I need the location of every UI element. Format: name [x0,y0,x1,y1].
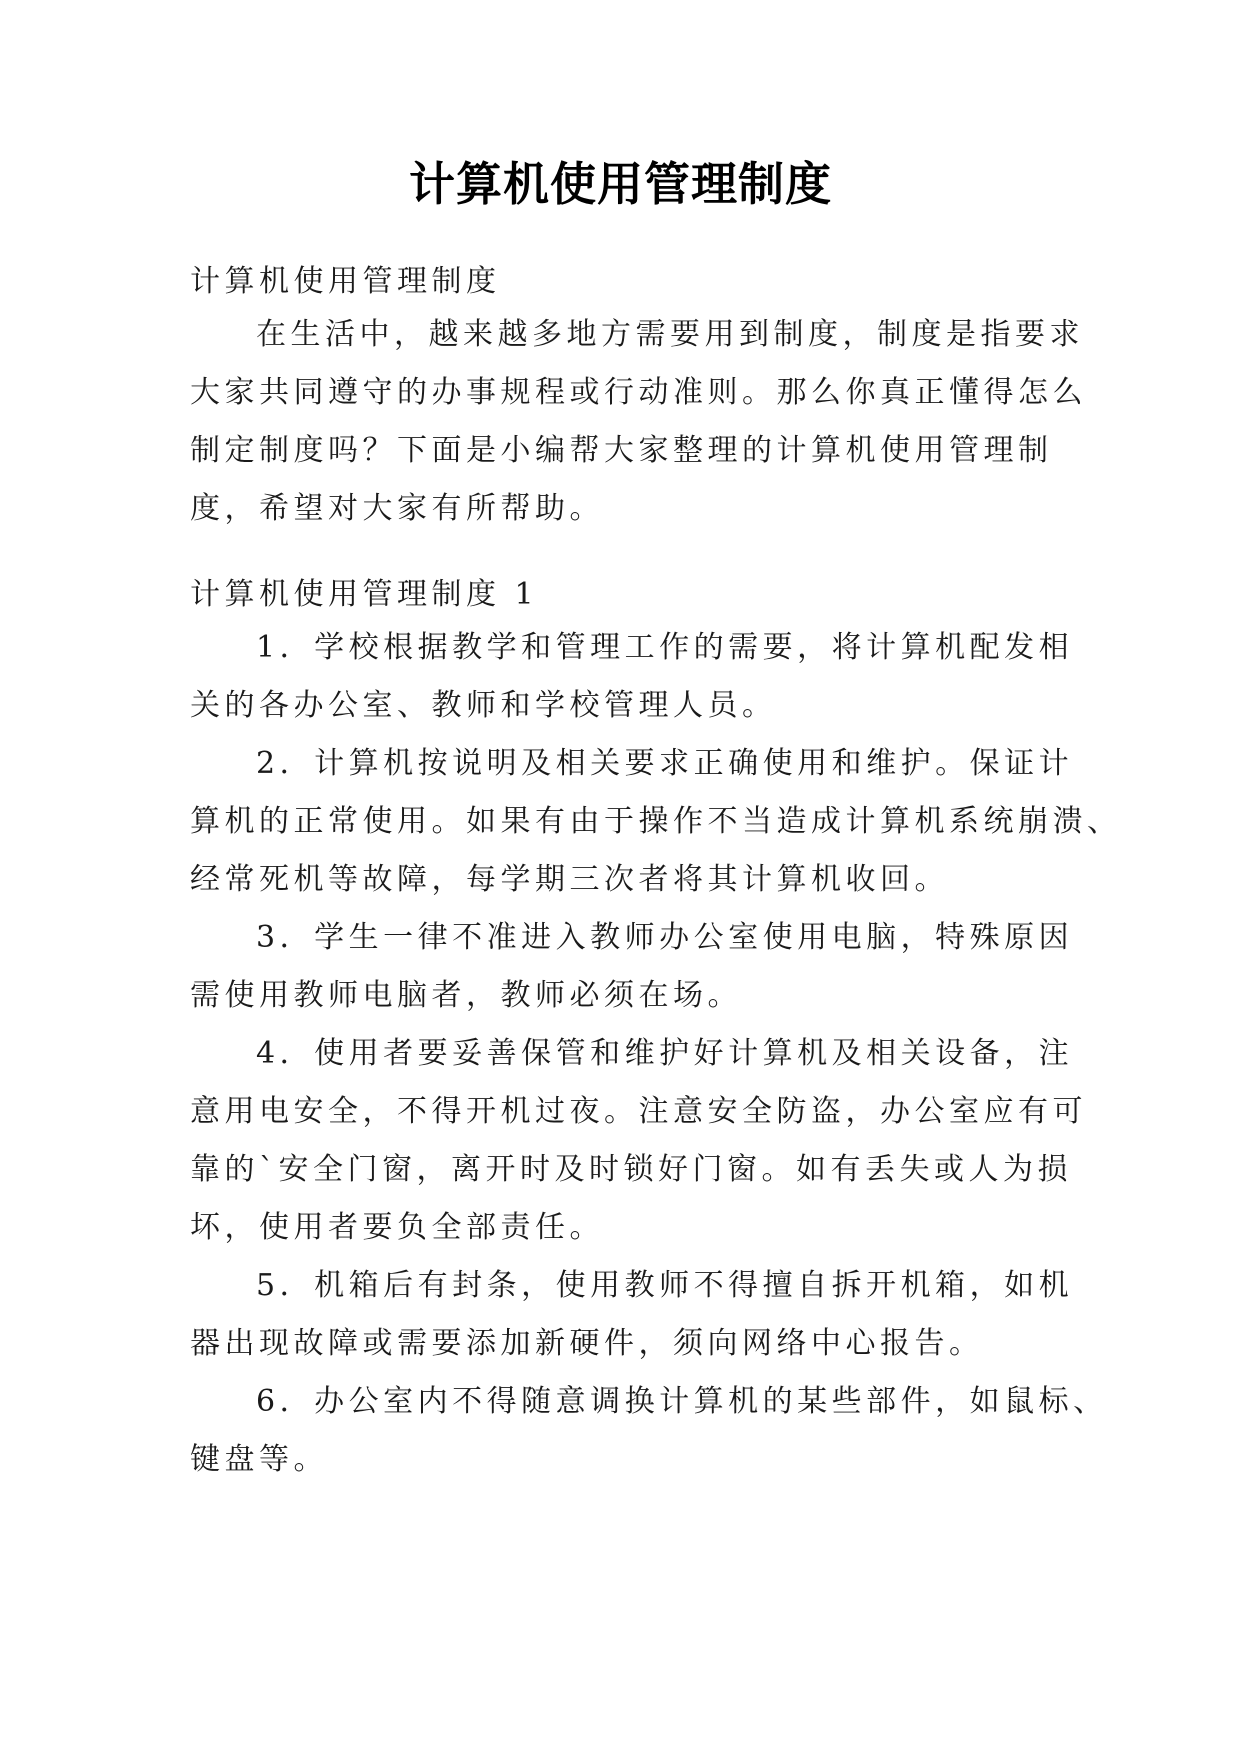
paragraph-line: 经常死机等故障，每学期三次者将其计算机收回。 [190,862,949,897]
rule-item-1 [190,619,1074,735]
paragraph-line: 度，希望对大家有所帮助。 [190,491,604,526]
section-heading-main [190,253,1060,311]
paragraph-line: 坏，使用者要负全部责任。 [190,1210,604,1245]
paragraph-line: 制定制度吗？下面是小编帮大家整理的计算机使用管理制 [190,433,1053,468]
paragraph-line: 意用电安全，不得开机过夜。注意安全防盗，办公室应有可 [190,1094,1087,1129]
rule-item-5 [190,1257,1074,1373]
rule-item-6 [190,1373,1108,1489]
paragraph-line: 算机的正常使用。如果有由于操作不当造成计算机系统崩溃、 [190,804,1122,839]
paragraph-line: 键盘等。 [190,1442,328,1477]
heading-text: 计算机使用管理制度 1 [190,577,539,612]
paragraph-line: 6．办公室内不得随意调换计算机的某些部件，如鼠标、 [256,1384,1108,1419]
rule-item-2 [190,735,1122,909]
paragraph-line: 大家共同遵守的办事规程或行动准则。那么你真正懂得怎么 [190,375,1087,410]
paragraph-line: 关的各办公室、教师和学校管理人员。 [190,688,777,723]
section-heading-1 [190,566,1060,624]
paragraph-line: 1．学校根据教学和管理工作的需要，将计算机配发相 [256,630,1074,665]
paragraph-line: 4．使用者要妥善保管和维护好计算机及相关设备，注 [256,1036,1074,1071]
paragraph-line: 5．机箱后有封条，使用教师不得擅自拆开机箱，如机 [256,1268,1074,1303]
document-title: 计算机使用管理制度 [409,157,832,211]
heading-text: 计算机使用管理制度 [190,264,501,299]
rule-item-4 [190,1025,1087,1257]
paragraph-line: 需使用教师电脑者，教师必须在场。 [190,978,742,1013]
intro-paragraph [190,306,1087,538]
paragraph-line: 器出现故障或需要添加新硬件，须向网络中心报告。 [190,1326,984,1361]
paragraph-line: 靠的`安全门窗，离开时及时锁好门窗。如有丢失或人为损 [190,1152,1072,1187]
paragraph-line: 2．计算机按说明及相关要求正确使用和维护。保证计 [256,746,1074,781]
paragraph-line: 3．学生一律不准进入教师办公室使用电脑，特殊原因 [256,920,1074,955]
rule-item-3 [190,909,1074,1025]
rules-list [190,619,1122,1489]
paragraph-line: 在生活中，越来越多地方需要用到制度，制度是指要求 [256,317,1084,352]
